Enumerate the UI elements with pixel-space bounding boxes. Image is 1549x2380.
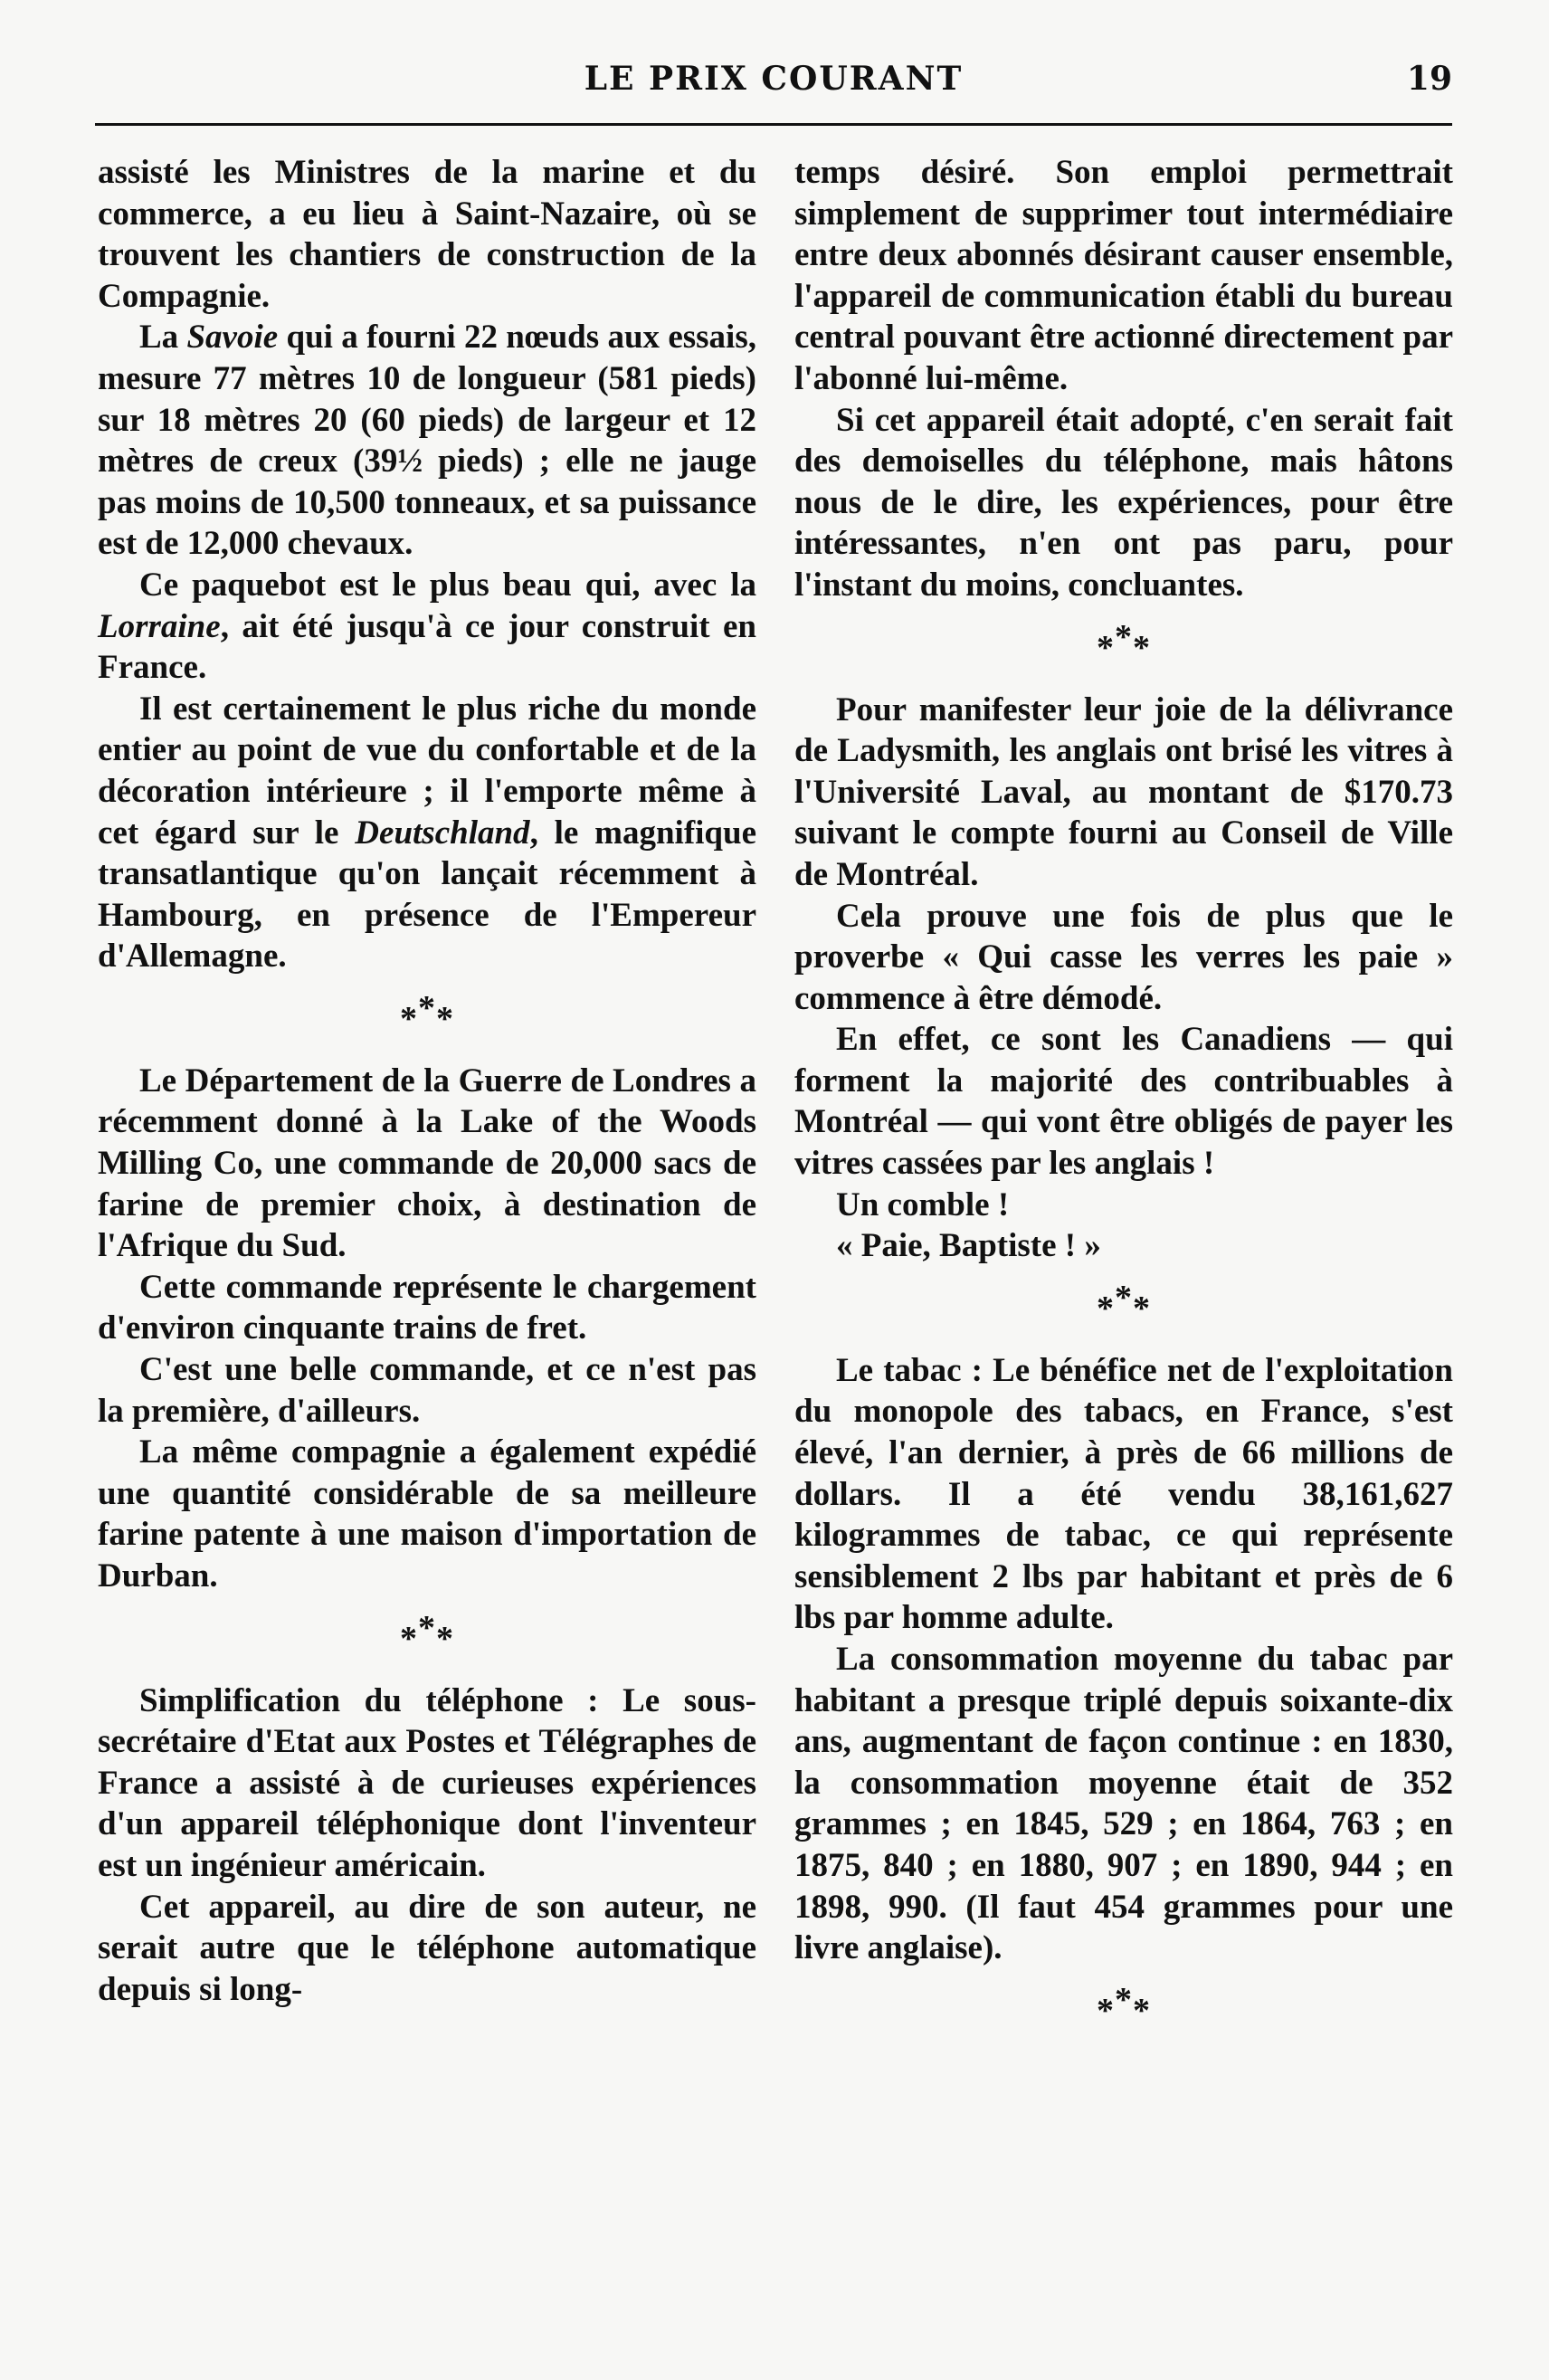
- paragraph: Cette commande représente le chargement d'environ cinquante trains de fret.: [98, 1268, 756, 1347]
- page-header: [95, 54, 1452, 109]
- paragraph: temps désiré. Son emploi permettrait simplement de supprimer tout intermédiaire entre deux abonnés désirant causer ensemble, l'appareil de communication établi du bureau central pouvant être actionné directement par l'abonné lui-même.: [794, 154, 1453, 397]
- ship-name: Savoie: [186, 319, 279, 357]
- section-separator: ***: [400, 988, 454, 1038]
- paragraph: Un comble !: [836, 1185, 1010, 1223]
- paragraph: C'est une belle commande, et ce n'est pas la première, d'ailleurs.: [98, 1351, 756, 1430]
- paragraph: La Savoie qui a fourni 22 nœuds aux essais, mesure 77 mètres 10 de longueur (581 pieds) sur 18 mètres 20 (60 pieds) de largeur et 12 mètres de creux (39½ pieds) ; elle ne jauge pas moins de 10,500 tonneaux, et sa puissance est de 12,000 chevaux.: [98, 319, 756, 563]
- paragraph: assisté les Ministres de la marine et du commerce, a eu lieu à Saint-Nazaire, où se trouvent les chantiers de construction de la Compagnie.: [98, 154, 756, 315]
- paragraph: La même compagnie a également expédié une quantité considérable de sa meilleure farine patente à une maison d'importation de Durban.: [98, 1433, 756, 1595]
- paragraph: Simplification du téléphone : Le sous-secrétaire d'Etat aux Postes et Télégraphes de France a assisté à de curieuses expériences d'un appareil téléphonique dont l'inventeur est un ingénieur américain.: [98, 1681, 756, 1884]
- paragraph: Cela prouve une fois de plus que le proverbe « Qui casse les verres les paie » commence à être démodé.: [794, 897, 1453, 1017]
- section-separator: ***: [1097, 617, 1151, 667]
- paragraph: « Paie, Baptiste ! »: [836, 1227, 1101, 1265]
- running-title: LE PRIX COURANT: [584, 60, 964, 98]
- right-column: [794, 152, 1453, 2052]
- paragraph: Ce paquebot est le plus beau qui, avec la Lorraine, ait été jusqu'à ce jour construit en France.: [98, 566, 756, 687]
- section-separator: ***: [1097, 1980, 1151, 2030]
- paragraph: La consommation moyenne du tabac par habitant a presque triplé depuis soixante-dix ans, augmentant de façon continue : en 1830, la consommation moyenne était de 352 grammes ; en 1845, 529 ; en 1864, 763 ; en 1875, 840 ; en 1880, 907 ; en 1890, 944 ; en 1898, 990. (Il faut 454 grammes pour une livre anglaise).: [794, 1641, 1453, 1967]
- paragraph: Il est certainement le plus riche du monde entier au point de vue du confortable et de la décoration intérieure ; il l'emporte même à cet égard sur le Deutschland, le magnifique transatlantique qu'on lançait récemment à Hambourg, en présence de l'Empereur d'Allemagne.: [98, 690, 757, 976]
- paragraph: Le tabac : Le bénéfice net de l'exploitation du monopole des tabacs, en France, s'est élevé, l'an dernier, à près de 66 millions de dollars. Il a été vendu 38,161,627 kilogrammes de tabac, ce qui représente sensiblement 2 lbs par habitant et près de 6 lbs par homme adulte.: [794, 1351, 1453, 1637]
- header-rule: [95, 123, 1452, 126]
- paragraph: En effet, ce sont les Canadiens — qui forment la majorité des contribuables à Montréal — qui vont être obligés de payer les vitres cassées par les anglais !: [794, 1021, 1453, 1183]
- section-separator: ***: [1097, 1278, 1151, 1328]
- paragraph: Pour manifester leur joie de la délivrance de Ladysmith, les anglais ont brisé les vitres à l'Université Laval, au montant de $170.73 suivant le compte fourni au Conseil de Ville de Montréal.: [794, 690, 1453, 893]
- page-number: 19: [1406, 60, 1452, 98]
- paragraph: Si cet appareil était adopté, c'en serait fait des demoiselles du téléphone, mais hâtons nous de le dire, les expériences, pour être intéressantes, n'en ont pas paru, pour l'instant du moins, concluantes.: [794, 401, 1453, 604]
- paragraph: Cet appareil, au dire de son auteur, ne serait autre que le téléphone automatique depuis si long-: [98, 1888, 756, 2008]
- left-column: [98, 152, 756, 2010]
- ship-name: Deutschland: [355, 814, 530, 852]
- ship-name: Lorraine: [98, 607, 221, 645]
- paragraph: Le Département de la Guerre de Londres a récemment donné à la Lake of the Woods Milling Co, une commande de 20,000 sacs de farine de premier choix, à destination de l'Afrique du Sud.: [98, 1061, 756, 1265]
- section-separator: ***: [400, 1608, 454, 1658]
